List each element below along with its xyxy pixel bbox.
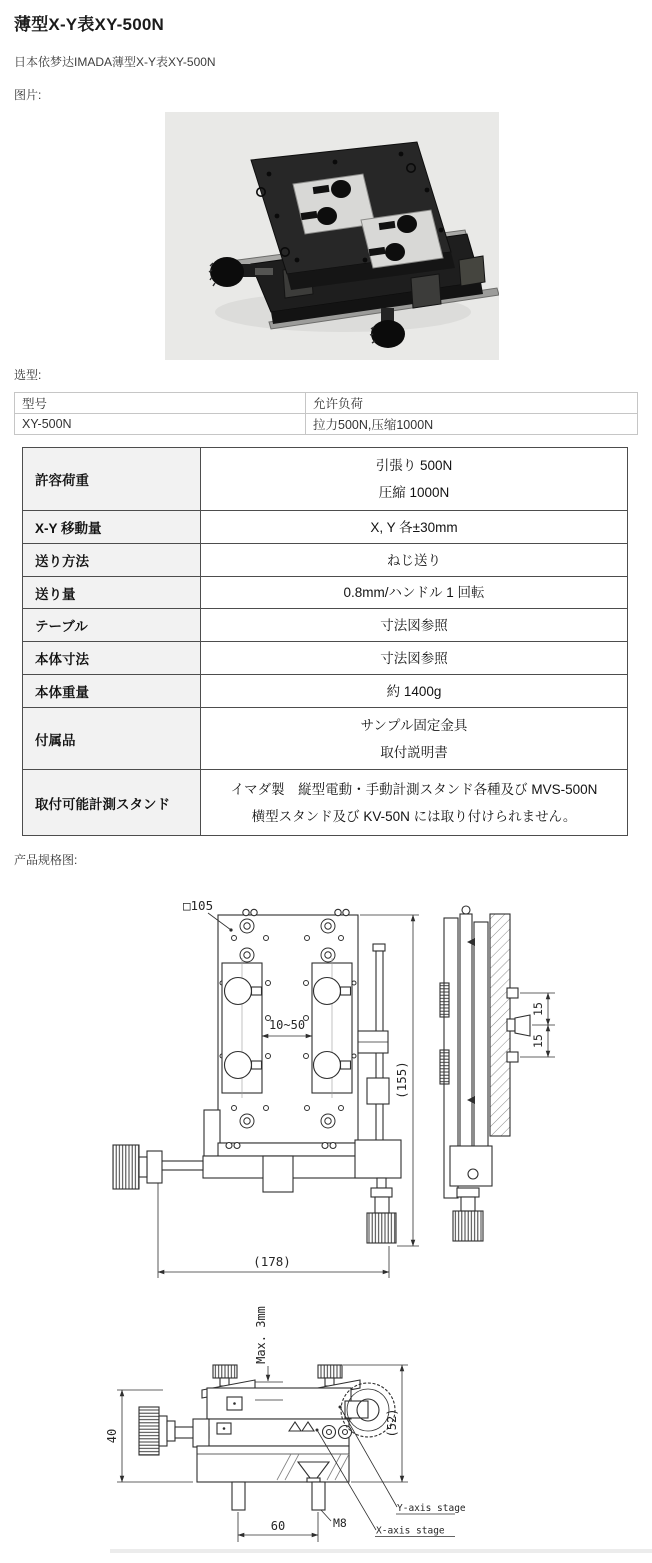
spec-value: サンプル固定金具 [360, 717, 468, 733]
side-view [440, 906, 530, 1241]
spec-row-accessories [23, 708, 628, 770]
spec-label: X-Y 移動量 [23, 511, 201, 544]
spec-row-body-size [23, 642, 628, 675]
selection-table-row [15, 414, 638, 435]
dim-clamp-range: 10~50 [268, 1018, 306, 1032]
dim-stud-pitch: 60 [270, 1519, 286, 1533]
spec-label: 本体重量 [23, 675, 201, 708]
spec-value: X, Y 各±30mm [370, 519, 458, 535]
spec-value: 約 1400g [386, 683, 442, 699]
spec-label: 付属品 [23, 708, 201, 770]
spec-label: 送り方法 [23, 544, 201, 577]
spec-value: 圧縮 1000N [378, 485, 450, 500]
spec-value: 取付説明書 [380, 744, 448, 760]
bottom-scroll-strip [110, 1549, 652, 1553]
spec-row-stands [23, 770, 628, 836]
spec-row-weight [23, 675, 628, 708]
elevation-body [139, 1365, 395, 1510]
dim-plate-square: □105 [183, 898, 214, 913]
dim-max-clamp-gap: Max. 3mm [254, 1306, 268, 1364]
spec-label: テーブル [23, 609, 201, 642]
image-section-label: 图片: [14, 88, 42, 102]
selection-model-value: XY-500N [15, 414, 306, 435]
diagram-section-label: 产品规格图: [14, 853, 78, 867]
spec-row-load [23, 448, 628, 511]
spec-value: 引張り 500N [375, 458, 453, 473]
spec-row-feed-method [23, 544, 628, 577]
front-view [113, 909, 401, 1243]
label-x-axis-stage: X-axis stage [376, 1525, 445, 1537]
selection-col-load: 允许负荷 [306, 393, 638, 414]
dim-base-height: 40 [105, 1428, 119, 1444]
dim-overall-width: (178) [253, 1254, 291, 1269]
selection-table-header-row [15, 393, 638, 414]
spec-label: 送り量 [23, 577, 201, 609]
page-subtitle: 日本依梦达IMADA薄型X-Y表XY-500N [14, 55, 216, 69]
dim-pin-pitch-upper: 15 [531, 1002, 545, 1016]
spec-value: 横型スタンド及び KV-50N には取り付けられません。 [251, 808, 577, 824]
selection-col-model: 型号 [15, 393, 306, 414]
spec-row-travel [23, 511, 628, 544]
spec-drawing-front-side [105, 888, 565, 1290]
spec-value: 0.8mm/ハンドル 1 回転 [343, 585, 485, 600]
spec-drawing-elevation [105, 1290, 565, 1558]
spec-table [22, 447, 628, 836]
spec-value: ねじ送り [387, 552, 441, 568]
dim-overall-height: (155) [394, 1061, 409, 1099]
spec-label: 取付可能計測スタンド [23, 770, 201, 836]
spec-value: イマダ製 縦型電動・手動計測スタンド各種及び MVS-500N [230, 781, 598, 797]
spec-label: 許容荷重 [23, 448, 201, 511]
page-title: 薄型X-Y表XY-500N [14, 15, 164, 34]
spec-label: 本体寸法 [23, 642, 201, 675]
label-y-axis-stage: Y-axis stage [397, 1503, 466, 1514]
spec-value: 寸法図参照 [380, 617, 448, 633]
selection-section-label: 选型: [14, 368, 42, 382]
spec-value: 寸法図参照 [380, 650, 448, 666]
spec-row-table [23, 609, 628, 642]
product-photo [165, 112, 499, 360]
dim-pin-pitch-lower: 15 [531, 1034, 545, 1048]
selection-table [14, 392, 638, 435]
dim-stage-height: (52) [385, 1408, 399, 1438]
selection-load-value: 拉力500N,压缩1000N [306, 414, 638, 435]
dim-stud-thread: M8 [333, 1516, 347, 1530]
spec-row-feed-rate [23, 577, 628, 609]
